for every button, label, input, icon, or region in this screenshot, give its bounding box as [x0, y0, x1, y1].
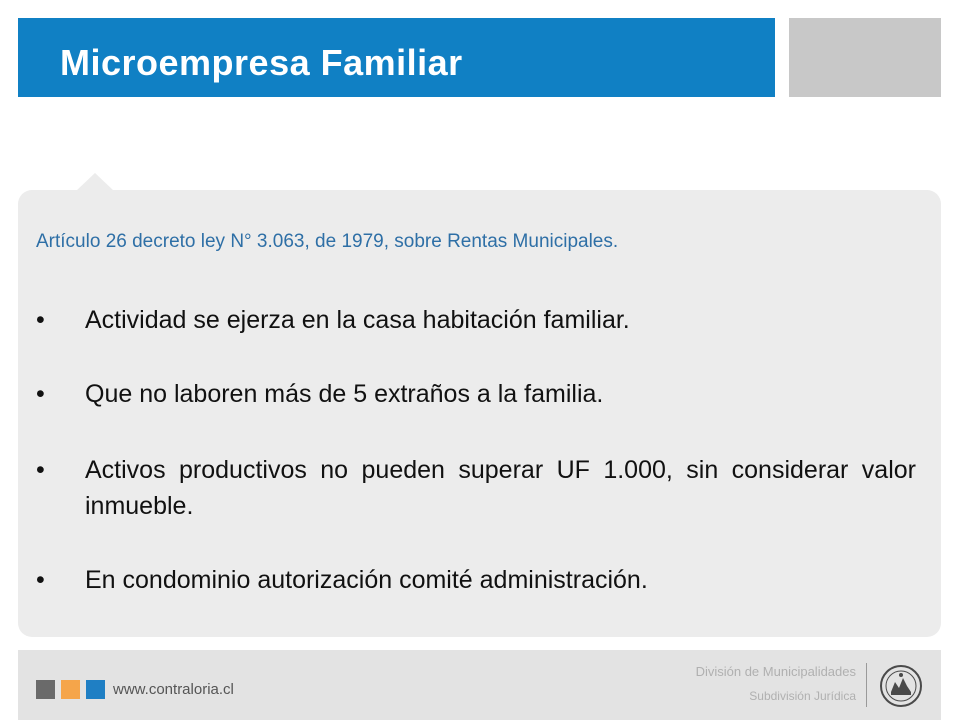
header-gray-block [789, 18, 941, 97]
bullet-text: Que no laboren más de 5 extraños a la familia. [85, 380, 604, 408]
bullet-text: En condominio autorización comité administración. [85, 566, 648, 594]
division-label: División de Municipalidades [695, 664, 856, 679]
bullet-icon: • [36, 566, 45, 594]
panel-notch [76, 173, 114, 191]
contraloria-seal-icon [879, 664, 923, 708]
bullet-text: Activos productivos no pueden superar UF 1.000, sin considerar valor inmueble. [85, 456, 916, 520]
footer-square-gray [36, 680, 55, 699]
footer-divider [866, 663, 867, 707]
bullet-icon: • [36, 380, 45, 408]
footer-square-orange [61, 680, 80, 699]
article-reference: Artículo 26 decreto ley N° 3.063, de 1979, sobre Rentas Municipales. [36, 231, 619, 252]
title-bar [18, 18, 775, 97]
slide-title: Microempresa Familiar [60, 42, 463, 83]
subdivision-label: Subdivisión Jurídica [749, 689, 856, 703]
bullet-icon: • [36, 456, 45, 484]
website-link[interactable]: www.contraloria.cl [113, 681, 234, 698]
bullet-icon: • [36, 306, 45, 334]
bullet-text: Actividad se ejerza en la casa habitación familiar. [85, 306, 630, 334]
footer-square-blue [86, 680, 105, 699]
